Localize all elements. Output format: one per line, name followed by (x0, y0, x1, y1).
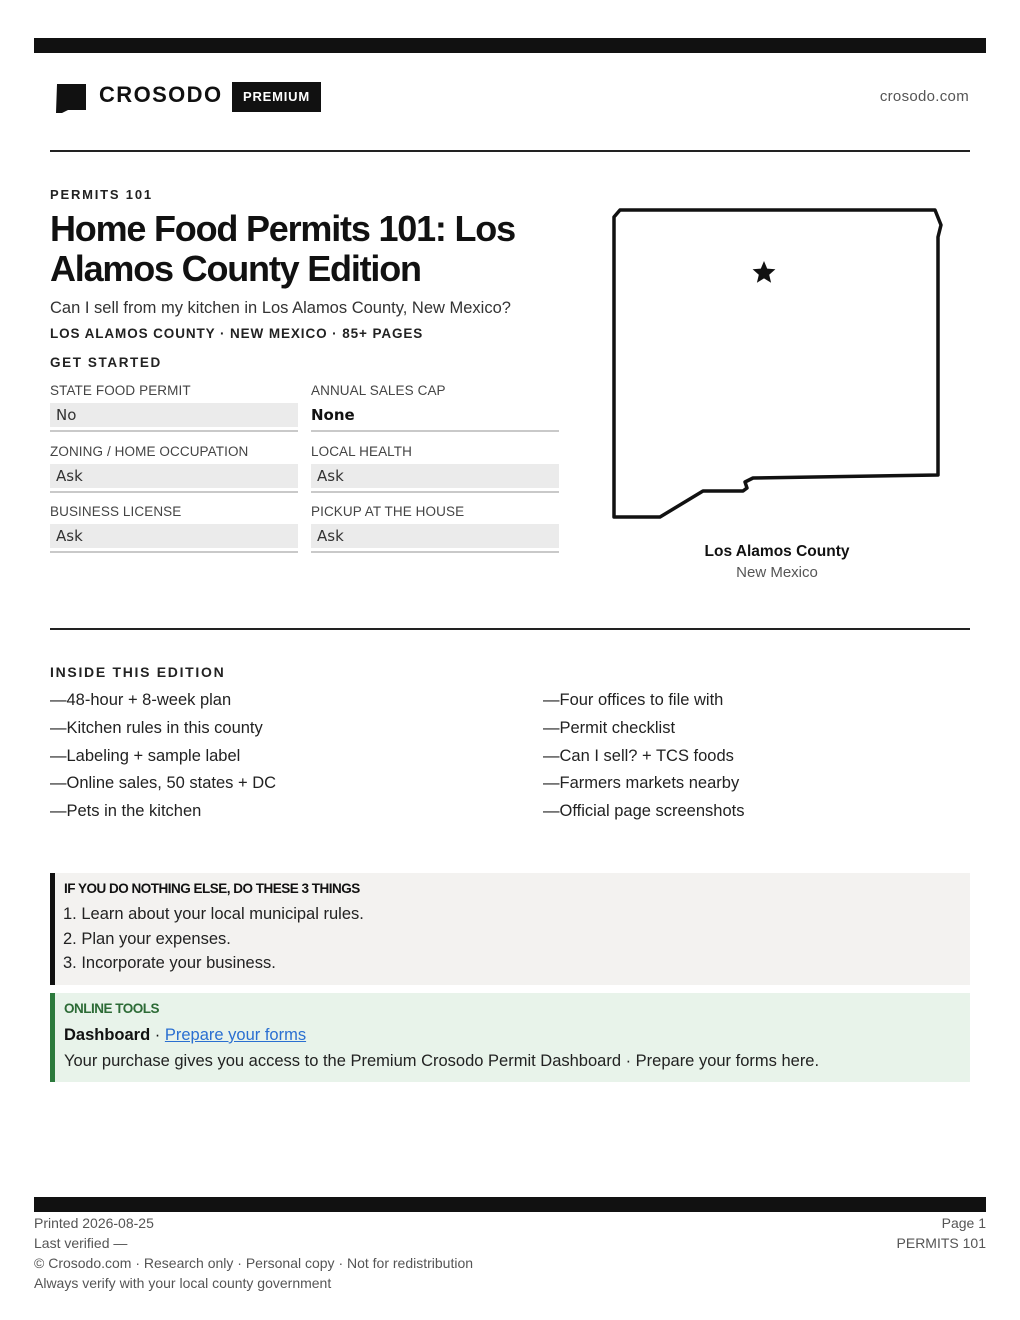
toc-item: —Online sales, 50 states + DC (50, 774, 277, 793)
online-tools-box (50, 993, 970, 1082)
field-underline (311, 491, 559, 493)
inside-heading: INSIDE THIS EDITION (50, 664, 226, 680)
verify-note: Always verify with your local county government (34, 1275, 332, 1291)
field-business-license (50, 504, 298, 554)
page-number: Page 1 (941, 1215, 986, 1231)
field-annual-sales-cap (311, 383, 559, 433)
callout-list (63, 905, 364, 979)
star-icon (753, 261, 776, 283)
footer-right (897, 1213, 986, 1253)
toc-item: —Official page screenshots (543, 802, 745, 821)
field-state-food-permit (50, 383, 298, 433)
last-verified: Last verified — (34, 1235, 128, 1251)
tools-links-line (64, 1026, 306, 1045)
toc-item: —Kitchen rules in this county (50, 718, 263, 737)
new-mexico-state-icon (54, 80, 88, 114)
get-started-heading: GET STARTED (50, 355, 162, 370)
toc-item: —Can I sell? + TCS foods (543, 746, 734, 765)
field-label: STATE FOOD PERMIT (50, 383, 191, 398)
field-underline (311, 551, 559, 553)
three-things-callout (50, 873, 970, 985)
site-url[interactable]: crosodo.com (879, 88, 969, 105)
field-pickup (311, 504, 559, 554)
field-zoning (50, 444, 298, 494)
state-outline (614, 210, 941, 517)
toc-left-column (50, 691, 480, 830)
callout-item: 2. Plan your expenses. (63, 929, 231, 948)
prepare-forms-link[interactable]: Prepare your forms (164, 1026, 307, 1044)
separator: · (154, 1026, 161, 1044)
page-title: Home Food Permits 101: Los Alamos County Edition (50, 208, 515, 289)
top-bar (34, 38, 986, 53)
field-label: BUSINESS LICENSE (50, 504, 182, 519)
field-underline (50, 551, 298, 553)
brand-name: CROSODO (99, 82, 223, 107)
field-value: Ask (311, 464, 559, 488)
header (50, 76, 970, 116)
toc-item: —Four offices to file with (543, 691, 724, 709)
state-outline-map (608, 205, 948, 525)
field-label: ANNUAL SALES CAP (311, 383, 446, 398)
footer-section: PERMITS 101 (896, 1235, 986, 1251)
field-value: None (311, 406, 355, 424)
toc-item: —Pets in the kitchen (50, 802, 202, 821)
bottom-bar (34, 1197, 986, 1212)
field-value: Ask (50, 524, 298, 548)
copyright: © Crosodo.com · Research only · Personal copy · Not for redistribution (34, 1255, 474, 1271)
toc-right-column (543, 691, 973, 830)
header-divider (50, 150, 970, 152)
edition-meta: LOS ALAMOS COUNTY · NEW MEXICO · 85+ PAGES (50, 326, 424, 341)
callout-item: 3. Incorporate your business. (63, 954, 276, 972)
callout-title: IF YOU DO NOTHING ELSE, DO THESE 3 THINGS (64, 881, 360, 896)
footer-left (34, 1213, 473, 1293)
toc-item: —Labeling + sample label (50, 746, 241, 765)
field-local-health (311, 444, 559, 494)
field-value: No (50, 403, 298, 427)
printed-date: Printed 2026-08-25 (34, 1215, 154, 1231)
field-value: Ask (50, 464, 298, 488)
field-label: LOCAL HEALTH (311, 444, 412, 459)
map-county-name: Los Alamos County (704, 543, 850, 560)
toc-item: —Farmers markets nearby (543, 774, 740, 793)
dashboard-label: Dashboard (64, 1026, 151, 1044)
field-label: ZONING / HOME OCCUPATION (50, 444, 249, 459)
map-state-name: New Mexico (736, 564, 818, 581)
eyebrow: PERMITS 101 (50, 187, 153, 202)
field-underline (311, 430, 559, 432)
tools-title: ONLINE TOOLS (64, 1001, 160, 1016)
field-underline (50, 491, 298, 493)
page-subtitle: Can I sell from my kitchen in Los Alamos County, New Mexico? (50, 299, 511, 317)
callout-item: 1. Learn about your local municipal rules. (63, 905, 364, 923)
field-value: Ask (311, 524, 559, 548)
section-divider (50, 628, 970, 630)
premium-badge: PREMIUM (232, 82, 321, 112)
tools-description: Your purchase gives you access to the Premium Crosodo Permit Dashboard · Prepare your forms here. (64, 1052, 820, 1070)
toc-item: —Permit checklist (543, 718, 676, 737)
field-underline (50, 430, 298, 432)
field-label: PICKUP AT THE HOUSE (311, 504, 465, 519)
toc-item: —48-hour + 8-week plan (50, 691, 232, 709)
